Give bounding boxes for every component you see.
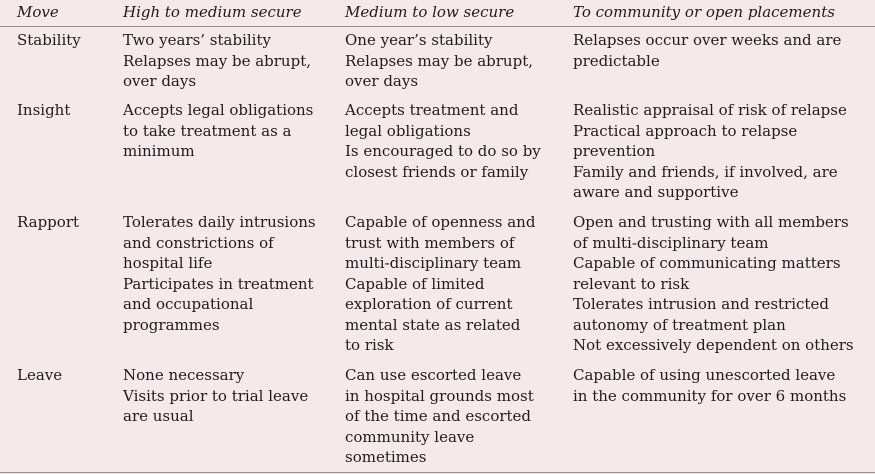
cell-line: and occupational (123, 295, 254, 313)
cell-line: mental state as related (345, 315, 521, 334)
cell-line: Not excessively dependent on others (573, 336, 854, 354)
cell-line: Is encouraged to do so by (345, 142, 541, 160)
cell-line: trust with members of (345, 233, 515, 252)
cell-line: Relapses occur over weeks and are (573, 31, 842, 49)
cell-line: multi-disciplinary team (345, 254, 522, 272)
cell-line: One year’s stability (345, 31, 493, 49)
cell-line: Accepts treatment and (345, 101, 519, 119)
cell-line: Capable of openness and (345, 213, 536, 231)
cell-line: Realistic appraisal of risk of relapse (573, 101, 847, 119)
cell-line: Relapses may be abrupt, (123, 51, 311, 70)
cell-high-to-medium (123, 30, 311, 92)
cell-line: Tolerates daily intrusions (123, 213, 316, 231)
cell-medium-to-low (345, 365, 534, 468)
cell-line: are usual (123, 407, 194, 425)
cell-line: and constrictions of (123, 233, 274, 252)
cell-line: of multi-disciplinary team (573, 233, 769, 252)
cell-high-to-medium (123, 365, 308, 427)
cell-high-to-medium (123, 212, 316, 335)
row-label: Leave (17, 366, 63, 384)
cell-line: relevant to risk (573, 274, 690, 293)
cell-line: over days (123, 72, 197, 90)
cell-line: in hospital grounds most (345, 386, 534, 405)
cell-to-community (573, 100, 847, 203)
cell-medium-to-low (345, 212, 535, 356)
cell-line: Relapses may be abrupt, (345, 51, 533, 70)
cell-line: Participates in treatment (123, 274, 314, 293)
cell-line: None necessary (123, 366, 245, 384)
cell-line: Capable of communicating matters (573, 254, 841, 272)
header-move: Move (17, 3, 59, 21)
cell-line: autonomy of treatment plan (573, 315, 786, 334)
cell-line: Can use escorted leave (345, 366, 522, 384)
cell-line: minimum (123, 142, 195, 160)
cell-line: closest friends or family (345, 162, 529, 181)
cell-line: Practical approach to relapse (573, 121, 798, 140)
cell-line: legal obligations (345, 121, 471, 140)
cell-line: Two years’ stability (123, 31, 271, 49)
cell-line: Visits prior to trial leave (123, 386, 309, 405)
header-high-to-medium: High to medium secure (123, 3, 302, 21)
cell-line: predictable (573, 51, 660, 70)
cell-line: Capable of limited (345, 274, 485, 293)
cell-line: programmes (123, 315, 220, 334)
cell-line: sometimes (345, 448, 427, 466)
cell-line: exploration of current (345, 295, 513, 313)
cell-line: Open and trusting with all members (573, 213, 849, 231)
header-medium-to-low: Medium to low secure (345, 3, 515, 21)
table-header-row (0, 0, 875, 27)
cell-line: hospital life (123, 254, 213, 272)
cell-medium-to-low (345, 100, 541, 182)
row-label: Rapport (17, 213, 80, 231)
cell-to-community (573, 212, 854, 356)
cell-line: of the time and escorted (345, 407, 532, 425)
row-label: Stability (17, 31, 81, 49)
cell-line: to risk (345, 336, 394, 354)
row-label: Insight (17, 101, 71, 119)
table-bottom-rule (0, 472, 875, 473)
cell-medium-to-low (345, 30, 533, 92)
cell-line: over days (345, 72, 419, 90)
cell-line: Capable of using unescorted leave (573, 366, 836, 384)
cell-line: prevention (573, 142, 656, 160)
cell-line: Tolerates intrusion and restricted (573, 295, 829, 313)
cell-line: aware and supportive (573, 183, 739, 201)
cell-to-community (573, 30, 841, 71)
cell-line: Accepts legal obligations (123, 101, 314, 119)
cell-to-community (573, 365, 846, 406)
cell-line: Family and friends, if involved, are (573, 162, 838, 181)
cell-line: to take treatment as a (123, 121, 292, 140)
cell-line: in the community for over 6 months (573, 386, 847, 405)
header-to-community: To community or open placements (573, 3, 835, 21)
cell-high-to-medium (123, 100, 313, 162)
cell-line: community leave (345, 427, 475, 446)
